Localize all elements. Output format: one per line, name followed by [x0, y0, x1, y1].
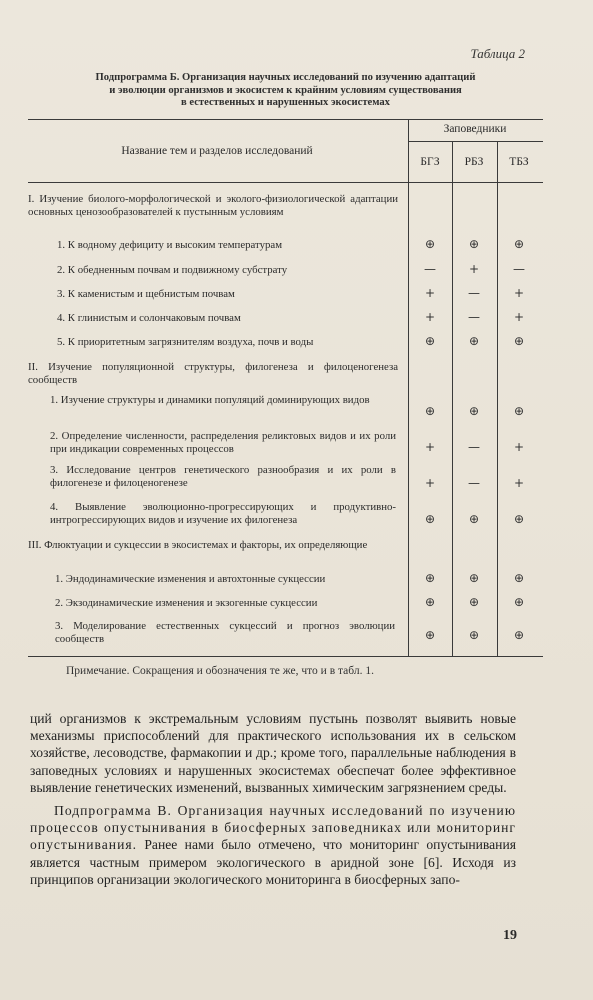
cell-symbol: — — [468, 310, 480, 324]
subprogram-heading: Подпрограмма В. Организация научных исследований по изучению процессов опустынивания в биосферных заповедниках или мониторинг опустынивания. — [30, 803, 516, 853]
table-row-label: 2. К обедненным почвам и подвижному субстрату — [57, 264, 288, 276]
cell-symbol: ⊕ — [468, 334, 480, 348]
table-number: Таблица 2 — [470, 46, 525, 61]
cell-symbol: ⊕ — [424, 628, 436, 642]
header-reserves: Заповедники — [443, 123, 507, 135]
cell-symbol: ⊕ — [513, 404, 525, 418]
cell-symbol: ⊕ — [468, 571, 480, 585]
table-note: Примечание. Сокращения и обозначения те же, что и в табл. 1. — [66, 665, 374, 677]
section-heading: II. Изучение популяционной структуры, филогенеза и филоценогенеза сообществ — [28, 361, 398, 386]
column-divider — [497, 141, 498, 656]
cell-symbol: ⊕ — [468, 628, 480, 642]
table-title-line: Подпрограмма Б. Организация научных исследований по изучению адаптаций — [95, 72, 476, 83]
page-number: 19 — [503, 928, 517, 943]
table-title-line: в естественных и нарушенных экосистемах — [181, 97, 390, 108]
cell-symbol: + — [513, 310, 525, 324]
section-heading: I. Изучение биолого-морфологической и эколого-физиологической адаптации основных ценозообразователей к пустынным условиям — [28, 193, 398, 218]
header-col-tbz: ТБЗ — [509, 156, 529, 168]
cell-symbol: + — [513, 286, 525, 300]
cell-symbol: ⊕ — [424, 571, 436, 585]
table-row-label: 3. Моделирование естественных сукцессий и прогноз эволюции сообществ — [55, 620, 395, 645]
cell-symbol: + — [513, 476, 525, 490]
cell-symbol: ⊕ — [424, 512, 436, 526]
cell-symbol: — — [468, 440, 480, 454]
cell-symbol: ⊕ — [513, 334, 525, 348]
table-row-label: 1. Изучение структуры и динамики популяций доминирующих видов — [50, 394, 370, 406]
table-title-line: и эволюции организмов и экосистем к крайним условиям существования — [109, 84, 462, 96]
cell-symbol: ⊕ — [424, 595, 436, 609]
section-heading: III. Флюктуации и сукцессии в экосистемах и факторы, их определяющие — [28, 539, 368, 551]
column-divider — [452, 141, 453, 656]
cell-symbol: + — [424, 476, 436, 490]
cell-symbol: + — [513, 440, 525, 454]
cell-symbol: — — [513, 262, 525, 276]
cell-symbol: ⊕ — [513, 571, 525, 585]
table-top-rule — [28, 119, 543, 120]
cell-symbol: + — [468, 262, 480, 276]
reserves-header-rule — [408, 141, 543, 142]
cell-symbol: ⊕ — [513, 595, 525, 609]
table-row-label: 4. К глинистым и солончаковым почвам — [57, 312, 241, 324]
table-bottom-rule — [28, 656, 543, 657]
cell-symbol: + — [424, 440, 436, 454]
cell-symbol: — — [468, 286, 480, 300]
cell-symbol: + — [424, 310, 436, 324]
subprogram-body: Ранее нами было отмечено, что мониторинг опустынивания является частным примером экологического в аридной зоне [6]. Исходя из принципов организации экологического мониторинга в биосферных запо- — [30, 837, 516, 887]
table-row-label: 2. Определение численности, распределения реликтовых видов и их роли при индикации современных процессов — [50, 430, 396, 455]
cell-symbol: ⊕ — [468, 404, 480, 418]
header-col-rbz: РБЗ — [464, 156, 484, 168]
cell-symbol: ⊕ — [513, 628, 525, 642]
header-name-column: Название тем и разделов исследований — [121, 145, 313, 157]
cell-symbol: ⊕ — [424, 237, 436, 251]
cell-symbol: ⊕ — [513, 512, 525, 526]
cell-symbol: ⊕ — [424, 404, 436, 418]
table-title — [28, 72, 543, 110]
table-row-label: 3. Исследование центров генетического разнообразия и их роли в филогенезе и филоценогенезе — [50, 464, 396, 489]
cell-symbol: — — [468, 476, 480, 490]
table-row-label: 1. Эндодинамические изменения и автохтонные сукцессии — [55, 573, 326, 585]
table-row-label: 1. К водному дефициту и высоким температурам — [57, 239, 283, 251]
table-header-rule — [28, 182, 543, 183]
cell-symbol: — — [424, 262, 436, 276]
header-col-bgz: БГЗ — [420, 156, 440, 168]
body-paragraph: ций организмов к экстремальным условиям пустынь позволят выявить новые механизмы приспособлений для практического использования их в сельском хозяйстве, лесоводстве, фармакопии и др.; кроме того, параллельные наблюдения в заповедных условиях и нарушенных экосистемах обеспечат более эффективное выявление генетических изменений, вызванных химическим загрязнением среды. — [30, 711, 516, 795]
cell-symbol: ⊕ — [468, 237, 480, 251]
cell-symbol: ⊕ — [424, 334, 436, 348]
column-divider — [408, 119, 409, 656]
table-row-label: 5. К приоритетным загрязнителям воздуха, почв и воды — [57, 336, 314, 348]
body-paragraph-subprogram — [30, 802, 516, 888]
cell-symbol: ⊕ — [468, 512, 480, 526]
cell-symbol: ⊕ — [468, 595, 480, 609]
table-row-label: 3. К каменистым и щебнистым почвам — [57, 288, 235, 300]
table-row-label: 2. Экзодинамические изменения и экзогенные сукцессии — [55, 597, 318, 609]
table-row-label: 4. Выявление эволюционно-прогрессирующих и продуктивно-интрогрессирующих видов и изучение их филогенеза — [50, 501, 396, 526]
cell-symbol: + — [424, 286, 436, 300]
cell-symbol: ⊕ — [513, 237, 525, 251]
